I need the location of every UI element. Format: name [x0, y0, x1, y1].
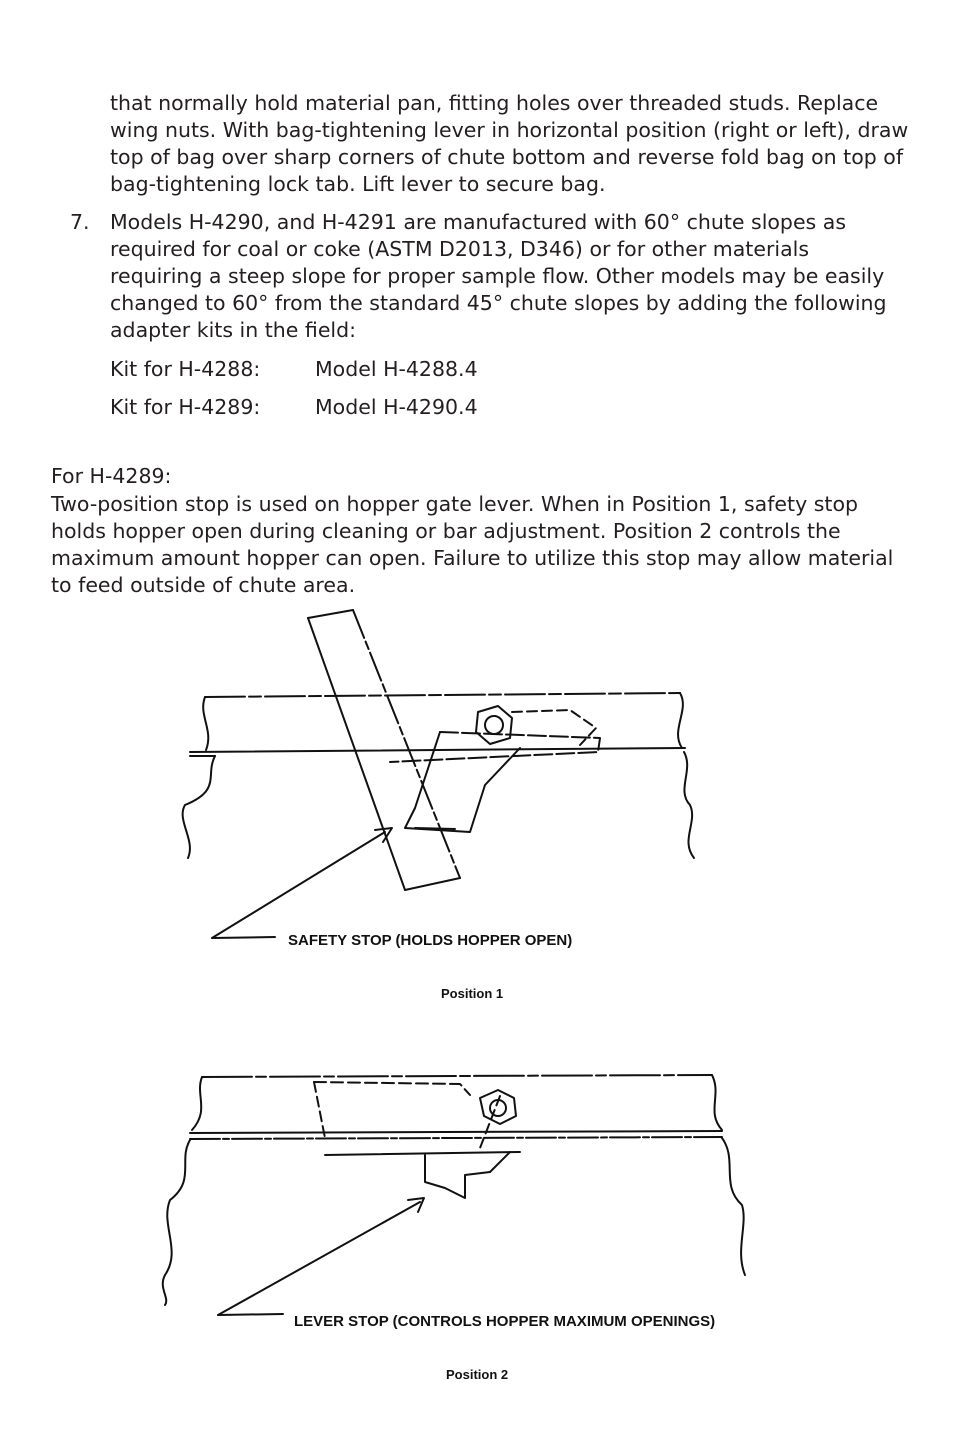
kit-row-h4288 [110, 356, 478, 383]
section-paragraph: Two-position stop is used on hopper gate lever. When in Position 1, safety stop holds hopper open during cleaning or bar adjustment. Position 2 controls the maximum amount hopper can open. Failure to utilize this stop may allow material to feed outside of chute area. [51, 492, 894, 597]
figure-position-1 [0, 600, 954, 1020]
figure-caption-position-2: Position 2 [446, 1367, 509, 1382]
bar-diagram-1 [183, 610, 694, 938]
kit-row-h4289 [110, 394, 478, 421]
kit-label: Kit for H-4289: [110, 395, 261, 419]
kit-model: Model H-4288.4 [315, 357, 478, 381]
figure-position-2 [0, 1060, 954, 1400]
kit-label: Kit for H-4288: [110, 357, 261, 381]
list-item-7-text: Models H-4290, and H-4291 are manufactured with 60° chute slopes as required for coal or coke (ASTM D2013, D346) or for other materials requiring a steep slope for proper sample flow. Other models may be easily changed to 60° from the standard 45° chute slopes by adding the following adapter kits in the field: [110, 210, 887, 342]
section-heading: For H-4289: [51, 464, 172, 488]
bar-diagram-2 [163, 1075, 745, 1315]
paragraph-continuation: that normally hold material pan, fitting holes over threaded studs. Replace wing nuts. With bag-tightening lever in horizontal position (right or left), draw top of bag over sharp corners of chute bottom and reverse fold bag on top of bag-tightening lock tab. Lift lever to secure bag. [110, 91, 909, 196]
lever-stop-callout: LEVER STOP (CONTROLS HOPPER MAXIMUM OPENINGS) [294, 1313, 716, 1330]
list-item-number: 7. [70, 210, 90, 234]
safety-stop-callout: SAFETY STOP (HOLDS HOPPER OPEN) [288, 932, 573, 949]
kit-model: Model H-4290.4 [315, 395, 478, 419]
figure-caption-position-1: Position 1 [441, 986, 504, 1001]
